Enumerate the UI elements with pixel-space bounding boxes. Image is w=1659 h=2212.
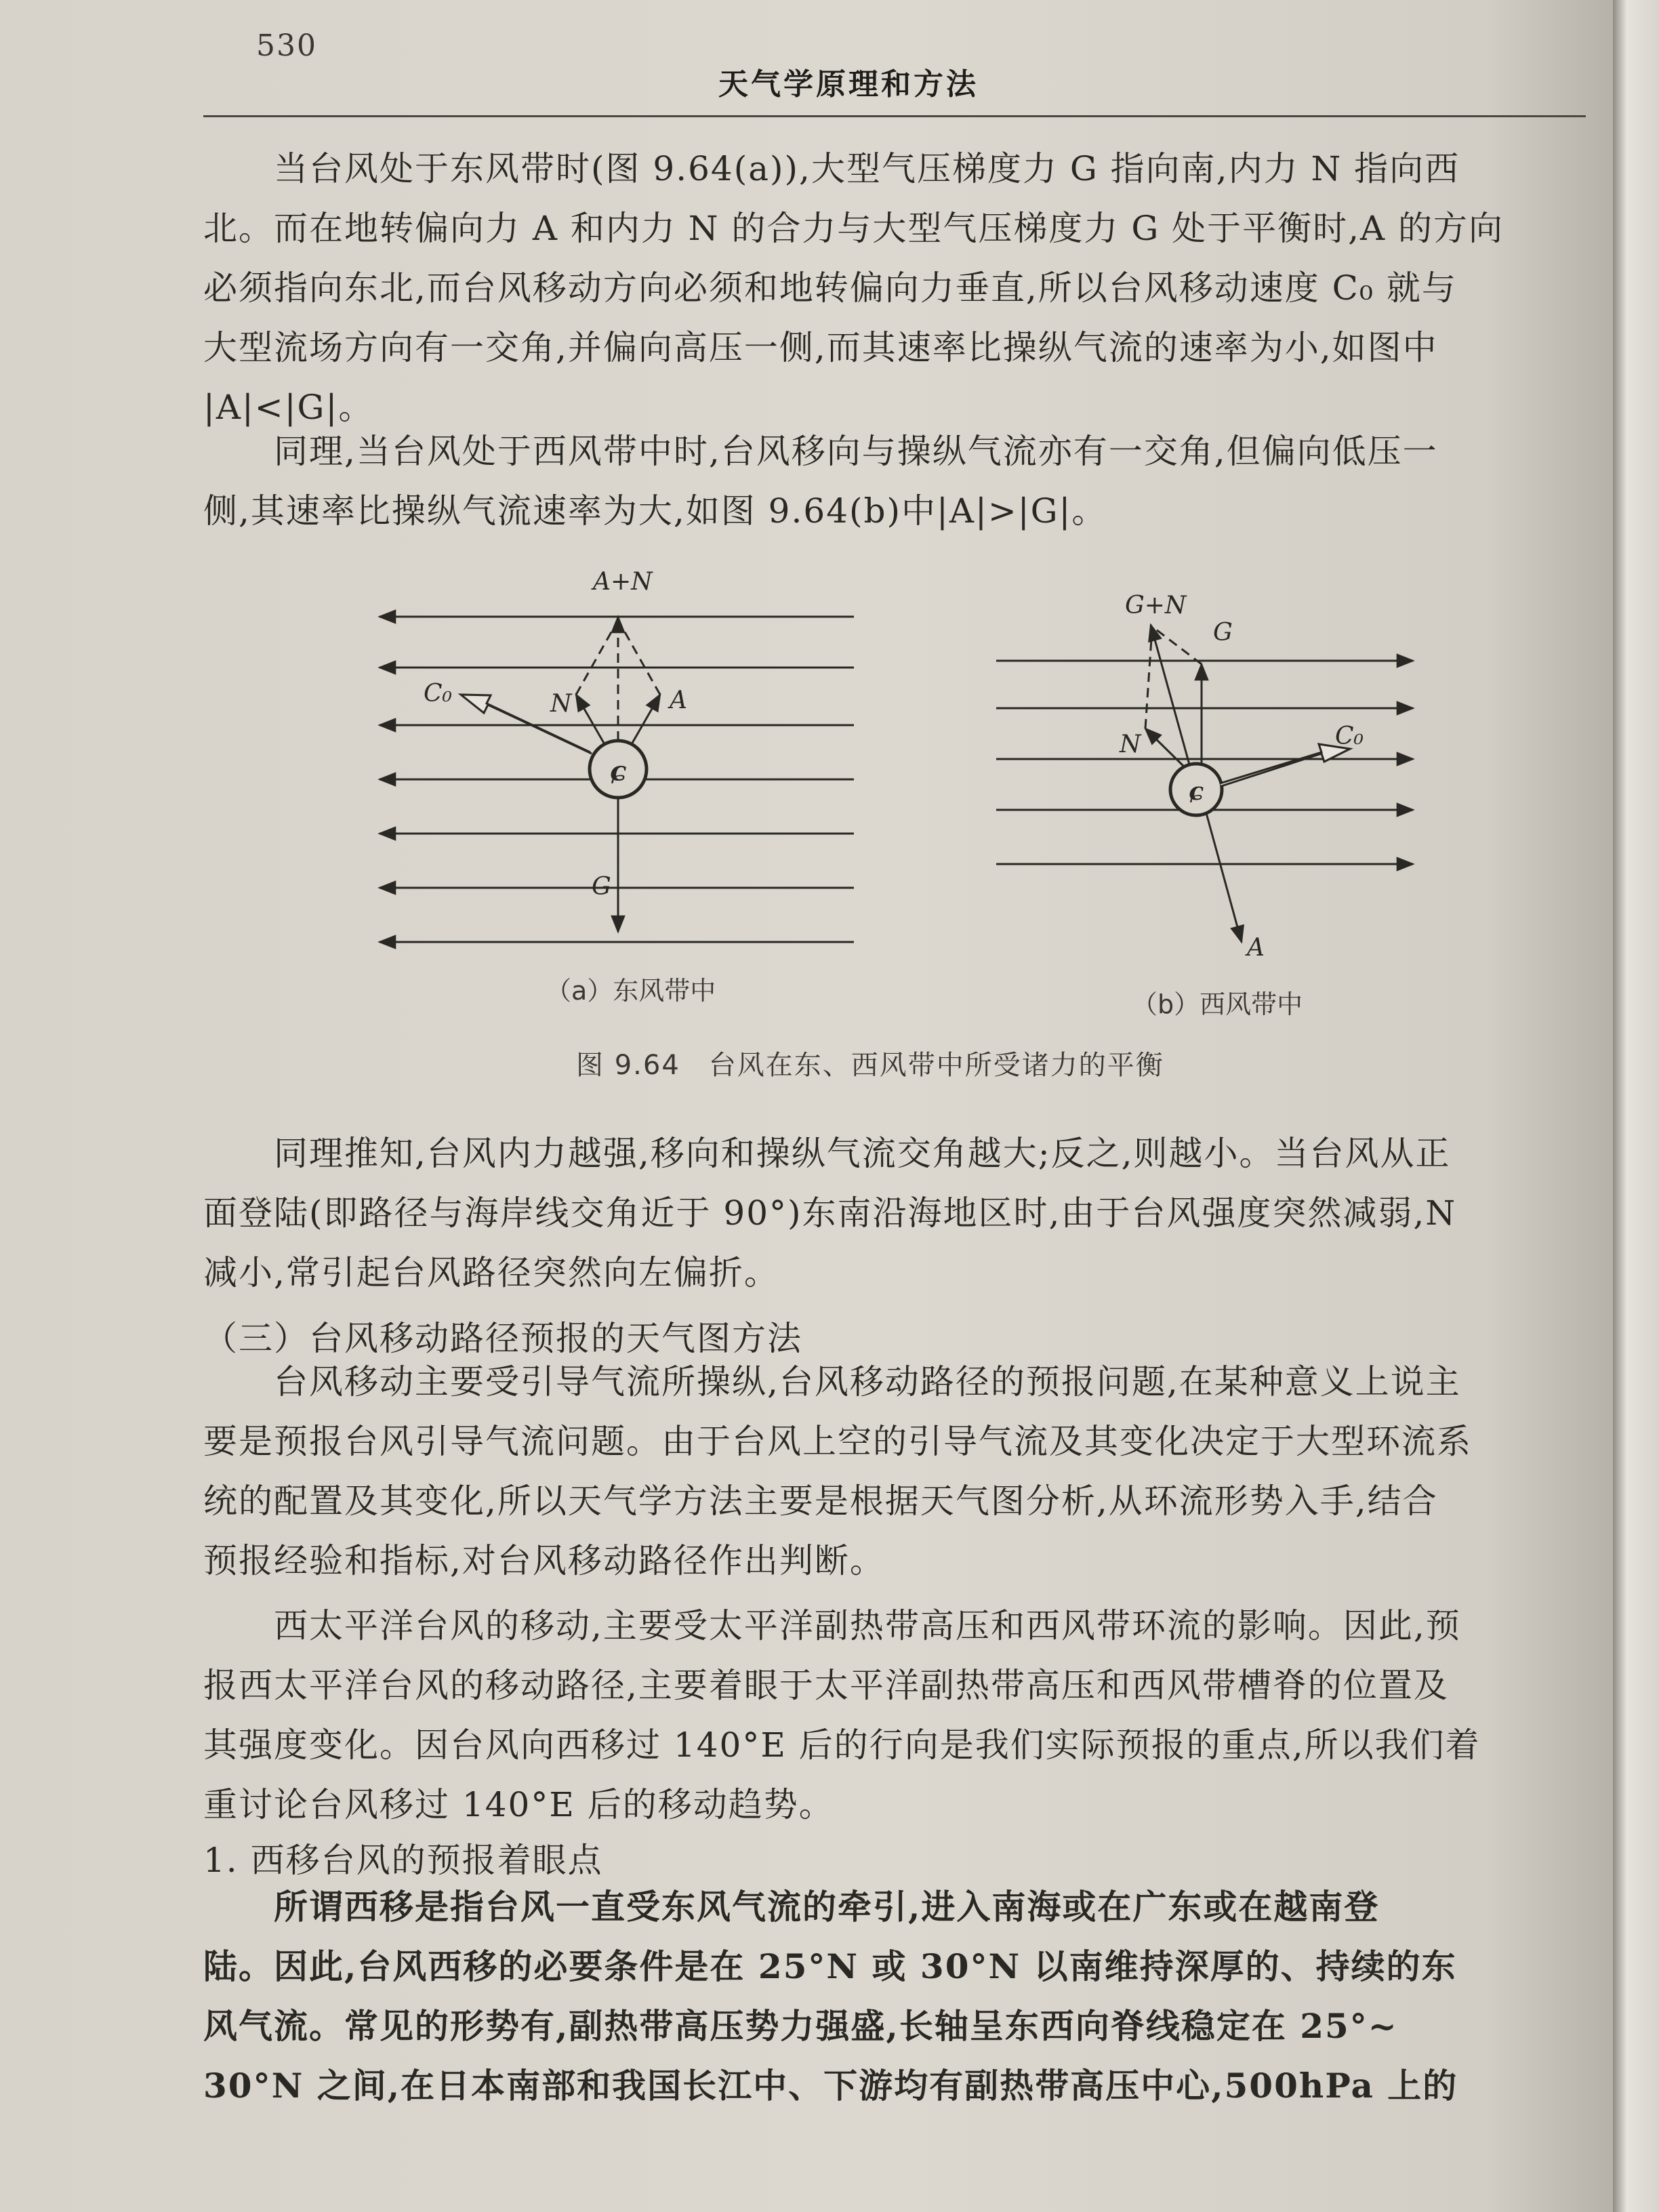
page-number: 530	[256, 28, 317, 63]
text-line: 台风移动主要受引导气流所操纵,台风移动路径的预报问题,在某种意义上说主	[203, 1362, 1461, 1401]
subsection-heading: 1. 西移台风的预报着眼点	[203, 1841, 603, 1880]
text-line: 侧,其速率比操纵气流速率为大,如图 9.64(b)中|A|>|G|。	[203, 491, 1107, 531]
label-velocity: C₀	[1335, 722, 1364, 750]
typhoon-glyph: ɕ	[609, 755, 627, 787]
text-line: 要是预报台风引导气流问题。由于台风上空的引导气流及其变化决定于大型环流系	[203, 1422, 1472, 1461]
text-line: 当台风处于东风带时(图 9.64(a)),大型气压梯度力 G 指向南,内力 N 指向西	[203, 149, 1460, 188]
label-gradient-force: G	[592, 873, 611, 901]
internal-force-arrow	[1145, 729, 1185, 767]
text-line: |A|<|G|。	[203, 388, 374, 427]
panel-b-westerly	[996, 592, 1413, 1019]
next-page-edge	[1613, 0, 1659, 2212]
text-line: 西太平洋台风的移动,主要受太平洋副热带高压和西风带环流的影响。因此,预	[203, 1606, 1461, 1645]
text-line: 同理推知,台风内力越强,移向和操纵气流交角越大;反之,则越小。当台风从正	[203, 1134, 1451, 1173]
text-line: 预报经验和指标,对台风移动路径作出判断。	[203, 1541, 885, 1580]
coriolis-force-arrow	[632, 695, 660, 744]
movement-velocity-arrow	[1220, 744, 1350, 786]
header-rule	[203, 115, 1586, 117]
text-line: 风气流。常见的形势有,副热带高压势力强盛,长轴呈东西向脊线稳定在 25°~	[203, 2006, 1398, 2046]
label-coriolis-force: A	[1247, 934, 1265, 962]
figure-caption: 图 9.64 台风在东、西风带中所受诸力的平衡	[576, 1050, 1164, 1081]
coriolis-force-arrow	[1206, 813, 1242, 942]
label-coriolis-force: A	[670, 687, 687, 714]
label-resultant: G+N	[1125, 592, 1187, 619]
label-gradient-force: G	[1213, 619, 1233, 647]
resultant-arrow	[1151, 625, 1189, 764]
text-line: 减小,常引起台风路径突然向左偏折。	[203, 1253, 779, 1292]
text-line: 其强度变化。因台风向西移过 140°E 后的行向是我们实际预报的重点,所以我们着	[203, 1725, 1481, 1765]
running-title: 天气学原理和方法	[718, 67, 979, 102]
label-internal-force: N	[1120, 731, 1141, 758]
label-internal-force: N	[550, 690, 572, 718]
text-line: 陆。因此,台风西移的必要条件是在 25°N 或 30°N 以南维持深厚的、持续的东	[203, 1946, 1457, 1986]
label-velocity: C₀	[424, 680, 452, 708]
text-line: 面登陆(即路径与海岸线交角近于 90°)东南沿海地区时,由于台风强度突然减弱,N	[203, 1193, 1457, 1233]
text-line: 统的配置及其变化,所以天气学方法主要是根据天气图分析,从环流形势入手,结合	[203, 1481, 1438, 1521]
text-line: 重讨论台风移过 140°E 后的移动趋势。	[203, 1785, 834, 1824]
text-line: 报西太平洋台风的移动路径,主要着眼于太平洋副热带高压和西风带槽脊的位置及	[203, 1666, 1449, 1705]
internal-force-arrow	[576, 695, 605, 744]
paragraph-3	[203, 1124, 1586, 1303]
panel-a-easterly	[380, 568, 854, 1006]
paragraph-4	[203, 1352, 1586, 1591]
section-heading: （三）台风移动路径预报的天气图方法	[203, 1319, 802, 1358]
paragraph-2	[203, 422, 1586, 541]
text-line: 30°N 之间,在日本南部和我国长江中、下游均有副热带高压中心,500hPa 上的	[203, 2066, 1458, 2106]
panel-b-caption: （b）西风带中	[1132, 989, 1303, 1019]
construction-line	[618, 620, 660, 695]
text-line: 同理,当台风处于西风带中时,台风移向与操纵气流亦有一交角,但偏向低压一	[203, 432, 1438, 471]
paragraph-1	[203, 139, 1586, 437]
text-line: 北。而在地转偏向力 A 和内力 N 的合力与大型气压梯度力 G 处于平衡时,A 的方向	[203, 209, 1504, 248]
text-line: 所谓西移是指台风一直受东风气流的牵引,进入南海或在广东或在越南登	[203, 1887, 1380, 1927]
text-line: 必须指向东北,而台风移动方向必须和地转偏向力垂直,所以台风移动速度 C₀ 就与	[203, 268, 1457, 308]
paragraph-6	[203, 1877, 1586, 2116]
text-line: 大型流场方向有一交角,并偏向高压一侧,而其速率比操纵气流的速率为小,如图中	[203, 328, 1438, 367]
construction-line	[1145, 629, 1152, 729]
construction-line	[576, 620, 618, 695]
typhoon-glyph: ɕ	[1189, 777, 1204, 806]
force-balance-figure	[366, 556, 1437, 1084]
panel-a-caption: （a）东风带中	[546, 976, 716, 1006]
label-resultant: A+N	[593, 568, 653, 596]
paragraph-5	[203, 1596, 1586, 1835]
